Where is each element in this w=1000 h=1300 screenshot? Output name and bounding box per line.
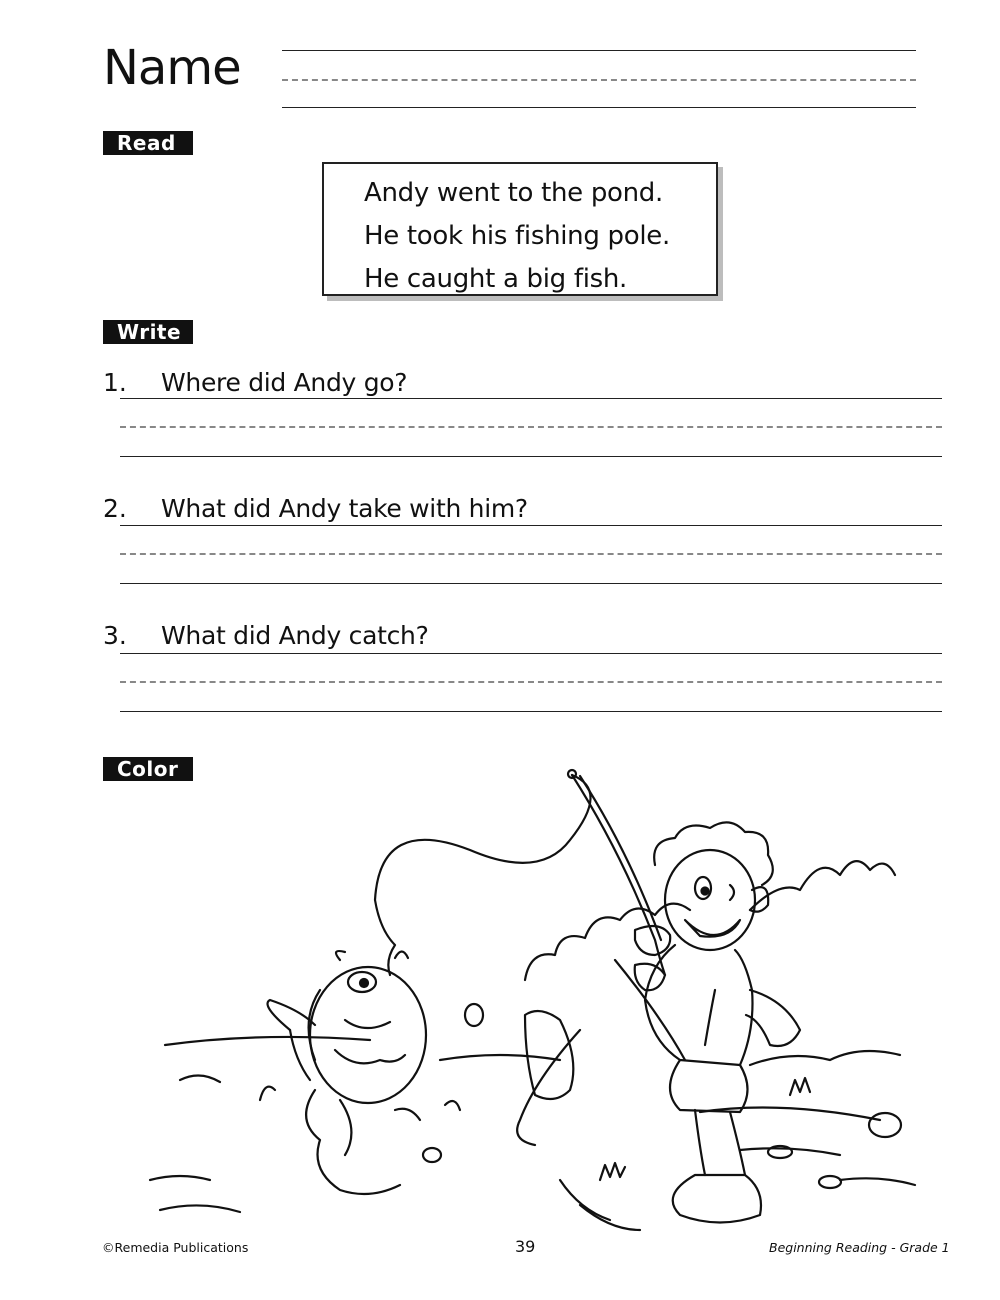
reading-passage bbox=[322, 162, 718, 296]
boy-fishing-illustration bbox=[140, 760, 930, 1240]
passage-line: He took his fishing pole. bbox=[364, 221, 670, 251]
name-line-dashed[interactable] bbox=[282, 79, 916, 81]
answer-line-2a[interactable] bbox=[120, 525, 942, 526]
question-text: Where did Andy go? bbox=[161, 368, 408, 397]
question-number: 1. bbox=[103, 368, 127, 397]
answer-line-3c[interactable] bbox=[120, 711, 942, 712]
answer-line-1b[interactable] bbox=[120, 426, 942, 428]
answer-line-2b[interactable] bbox=[120, 553, 942, 555]
question-number: 3. bbox=[103, 621, 127, 650]
name-line-bottom bbox=[282, 107, 916, 108]
series-title: Beginning Reading - Grade 1 bbox=[769, 1240, 950, 1255]
passage-line: He caught a big fish. bbox=[364, 264, 628, 294]
passage-line: Andy went to the pond. bbox=[364, 178, 663, 208]
answer-line-1c[interactable] bbox=[120, 456, 942, 457]
question-number: 2. bbox=[103, 494, 127, 523]
write-tag: Write bbox=[103, 320, 193, 344]
name-line-top bbox=[282, 50, 916, 51]
publisher-credit: ©Remedia Publications bbox=[102, 1240, 249, 1255]
answer-line-3a[interactable] bbox=[120, 653, 942, 654]
name-label: Name bbox=[103, 40, 241, 96]
page-number: 39 bbox=[515, 1237, 536, 1256]
answer-line-1a[interactable] bbox=[120, 398, 942, 399]
answer-line-2c[interactable] bbox=[120, 583, 942, 584]
read-tag: Read bbox=[103, 131, 193, 155]
question-text: What did Andy take with him? bbox=[161, 494, 528, 523]
question-text: What did Andy catch? bbox=[161, 621, 429, 650]
answer-line-3b[interactable] bbox=[120, 681, 942, 683]
color-tag: Color bbox=[103, 757, 193, 781]
